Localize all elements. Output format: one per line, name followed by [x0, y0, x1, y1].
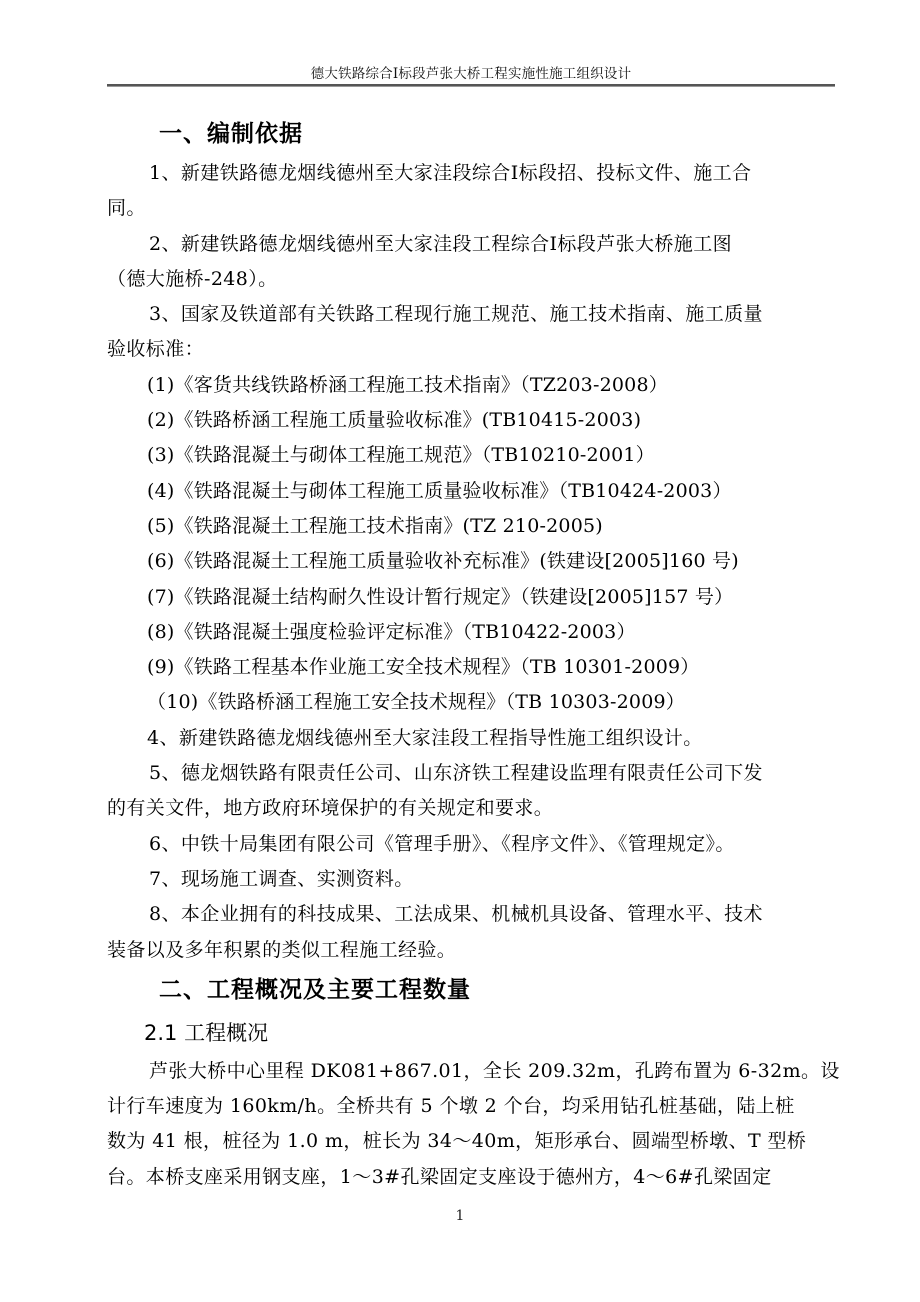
subsection-heading-project-overview: 2.1 工程概况 [144, 1020, 269, 1045]
text-line: 装备以及多年积累的类似工程施工经验。 [107, 938, 457, 961]
document-body [107, 112, 840, 1195]
reference-item: (9)《铁路工程基本作业施工安全技术规程》（TB 10301-2009） [147, 656, 700, 679]
text-line: 7、现场施工调查、实测资料。 [149, 867, 414, 890]
basis-item-1 [107, 156, 832, 227]
text-line: 8、本企业拥有的科技成果、工法成果、机械机具设备、管理水平、技术 [149, 903, 763, 926]
section-heading-overview: 二、工程概况及主要工程数量 [159, 976, 471, 1003]
header-divider [107, 84, 835, 87]
text-line: 数为 41 根，桩径为 1.0 m，桩长为 34～40m，矩形承台、圆端型桥墩、T 型桥 [107, 1130, 807, 1153]
basis-item-2 [107, 227, 832, 298]
reference-item: (5)《铁路混凝土工程施工技术指南》(TZ 210-2005) [147, 514, 603, 537]
reference-item: (6)《铁路混凝土工程施工质量验收补充标准》(铁建设[2005]160 号) [147, 550, 739, 573]
page-number: 1 [455, 1208, 465, 1224]
reference-item: (4)《铁路混凝土与砌体工程施工质量验收标准》（TB10424-2003） [147, 479, 732, 502]
text-line: 台。本桥支座采用钢支座，1～3#孔梁固定支座设于德州方，4～6#孔梁固定 [107, 1165, 772, 1188]
text-line: 5、德龙烟铁路有限责任公司、山东济铁工程建设监理有限责任公司下发 [149, 762, 763, 785]
text-line: 2、新建铁路德龙烟线德州至大家洼段工程综合Ⅰ标段芦张大桥施工图 [149, 232, 732, 255]
reference-item: (8)《铁路混凝土强度检验评定标准》（TB10422-2003） [147, 620, 636, 643]
section-heading-basis: 一、编制依据 [159, 121, 303, 147]
text-line: 3、国家及铁道部有关铁路工程现行施工规范、施工技术指南、施工质量 [149, 303, 763, 326]
text-line: 验收标准： [107, 338, 205, 361]
basis-item-7 [107, 862, 832, 897]
basis-item-3 [107, 297, 832, 368]
reference-item: (2)《铁路桥涵工程施工质量验收标准》(TB10415-2003) [147, 409, 642, 432]
text-line: 1、新建铁路德龙烟线德州至大家洼段综合Ⅰ标段招、投标文件、施工合 [149, 162, 752, 184]
text-line: 计行车速度为 160km/h。全桥共有 5 个墩 2 个台，均采用钻孔桩基础，陆上桩 [107, 1095, 795, 1118]
text-line: 4、新建铁路德龙烟线德州至大家洼段工程指导性施工组织设计。 [147, 726, 703, 749]
text-line: （德大施桥-248）。 [107, 267, 278, 290]
project-overview-paragraph [107, 1054, 840, 1195]
reference-item: （10)《铁路桥涵工程施工安全技术规程》（TB 10303-2009） [147, 691, 685, 714]
text-line: 6、中铁十局集团有限公司《管理手册》、《程序文件》、《管理规定》。 [149, 832, 735, 855]
basis-item-5 [107, 756, 832, 827]
reference-item: (7)《铁路混凝土结构耐久性设计暂行规定》（铁建设[2005]157 号） [147, 585, 734, 608]
reference-item: (3)《铁路混凝土与砌体工程施工规范》（TB10210-2001） [147, 444, 655, 467]
basis-item-6 [107, 827, 832, 862]
basis-item-4 [107, 721, 832, 756]
text-line: 芦张大桥中心里程 DK081+867.01，全长 209.32m，孔跨布置为 6-32m。设 [149, 1059, 840, 1082]
running-header: 德大铁路综合Ⅰ标段芦张大桥工程实施性施工组织设计 [310, 66, 632, 82]
reference-item: (1)《客货共线铁路桥涵工程施工技术指南》（TZ203-2008） [147, 373, 668, 396]
text-line: 同。 [107, 197, 146, 220]
basis-item-8 [107, 897, 832, 968]
text-line: 的有关文件，地方政府环境保护的有关规定和要求。 [107, 797, 554, 820]
